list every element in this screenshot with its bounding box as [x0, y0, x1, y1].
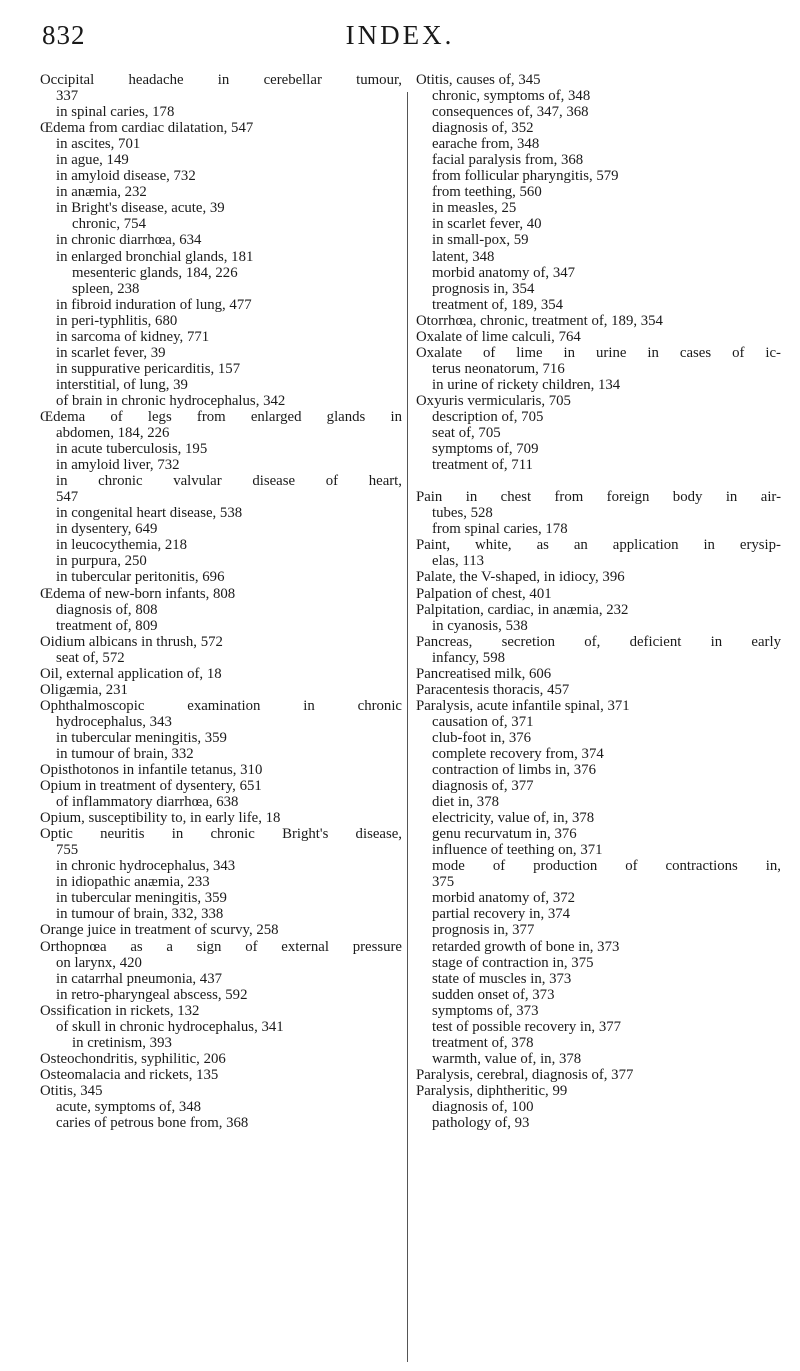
index-subentry: diagnosis of, 352: [432, 120, 534, 137]
index-subentry: causation of, 371: [432, 713, 534, 730]
index-subentry: in acute tuberculosis, 195: [56, 441, 208, 458]
index-entry: Optic neuritis in chronic Bright's disease,: [40, 826, 402, 843]
index-subentry: earache from, 348: [432, 136, 540, 153]
index-subentry: acute, symptoms of, 348: [56, 1099, 202, 1115]
index-entry: Paralysis, diphtheritic, 99: [416, 1082, 568, 1099]
index-entry: Oxyuris vermicularis, 705: [416, 392, 571, 409]
index-entry: Pain in chest from foreign body in air-: [416, 489, 781, 506]
index-entry: Osteochondritis, syphilitic, 206: [40, 1050, 226, 1067]
index-subentry: in purpura, 250: [56, 553, 147, 570]
index-subentry: chronic, symptoms of, 348: [432, 88, 591, 105]
index-subentry: in tubercular meningitis, 359: [56, 890, 227, 907]
index-subentry: chronic, 754: [72, 216, 146, 233]
index-entry: Œdema of new-born infants, 808: [40, 585, 236, 602]
index-subentry: in enlarged bronchial glands, 181: [56, 248, 254, 265]
index-subentry: abdomen, 184, 226: [56, 425, 170, 442]
index-subentry: treatment of, 189, 354: [432, 296, 564, 313]
index-subentry: on larynx, 420: [56, 954, 142, 971]
index-entry: Oxalate of lime calculi, 764: [416, 328, 581, 345]
index-subentry: in tumour of brain, 332, 338: [56, 906, 224, 923]
index-subentry: caries of petrous bone from, 368: [56, 1115, 249, 1132]
index-subentry: in leucocythemia, 218: [56, 537, 188, 554]
index-subentry: from spinal caries, 178: [432, 521, 568, 538]
index-subentry: in chronic diarrhœa, 634: [56, 232, 202, 249]
index-entry: Paralysis, cerebral, diagnosis of, 377: [416, 1066, 634, 1083]
index-entry: Oidium albicans in thrush, 572: [40, 633, 223, 650]
index-subentry: in tumour of brain, 332: [56, 745, 194, 762]
index-subentry: in chronic hydrocephalus, 343: [56, 858, 236, 875]
index-subentry: in ascites, 701: [56, 136, 141, 153]
index-subentry: latent, 348: [432, 248, 495, 265]
index-subentry: in cyanosis, 538: [432, 617, 528, 634]
index-subentry: in suppurative pericarditis, 157: [56, 360, 241, 377]
index-entry: Osteomalacia and rickets, 135: [40, 1066, 219, 1083]
index-subentry: contraction of limbs in, 376: [432, 762, 596, 779]
index-subentry: tubes, 528: [432, 505, 493, 522]
index-subentry: in scarlet fever, 39: [56, 344, 166, 361]
index-subentry: in dysentery, 649: [56, 521, 158, 538]
index-subentry: in chronic valvular disease of heart,: [56, 473, 402, 490]
index-subentry: symptoms of, 709: [432, 441, 539, 458]
index-subentry: in sarcoma of kidney, 771: [56, 328, 210, 345]
index-subentry: of brain in chronic hydrocephalus, 342: [56, 392, 286, 409]
index-subentry: from follicular pharyngitis, 579: [432, 168, 619, 185]
column-divider: [407, 92, 408, 1362]
page-number: 832: [42, 20, 86, 50]
index-entry: Otitis, causes of, 345: [416, 72, 541, 88]
index-subentry: electricity, value of, in, 378: [432, 810, 595, 827]
index-subentry: diagnosis of, 377: [432, 778, 534, 795]
index-subentry: in amyloid disease, 732: [56, 168, 196, 185]
index-entry: Ophthalmoscopic examination in chronic: [40, 697, 402, 714]
page-header: [0, 20, 800, 54]
index-subentry: in measles, 25: [432, 200, 517, 217]
index-subentry: 337: [56, 88, 79, 105]
index-subentry: seat of, 705: [432, 425, 501, 442]
index-entry: [416, 473, 781, 489]
index-subentry: in peri-typhlitis, 680: [56, 312, 178, 329]
index-entry: Oil, external application of, 18: [40, 665, 222, 682]
index-subentry: genu recurvatum in, 376: [432, 826, 577, 843]
index-entry: Oligæmia, 231: [40, 681, 128, 698]
index-subentry: infancy, 598: [432, 649, 506, 666]
index-subentry: 755: [56, 842, 79, 859]
index-subentry: of inflammatory diarrhœa, 638: [56, 794, 239, 811]
index-column-right: [416, 72, 781, 1131]
index-entry: Paint, white, as an application in erysip-: [416, 537, 781, 554]
index-subentry: in ague, 149: [56, 152, 129, 169]
index-subentry: in urine of rickety children, 134: [432, 376, 621, 393]
index-entry: Pancreatised milk, 606: [416, 665, 552, 682]
index-subentry: of skull in chronic hydrocephalus, 341: [56, 1018, 284, 1035]
index-subentry: in retro-pharyngeal abscess, 592: [56, 986, 248, 1003]
index-subentry: in cretinism, 393: [72, 1034, 172, 1051]
index-entry: Opium in treatment of dysentery, 651: [40, 778, 262, 795]
index-subentry: elas, 113: [432, 553, 485, 570]
index-subentry: morbid anatomy of, 372: [432, 890, 576, 907]
index-subentry: in anæmia, 232: [56, 184, 147, 201]
index-entry: Œdema from cardiac dilatation, 547: [40, 120, 254, 137]
index-subentry: test of possible recovery in, 377: [432, 1018, 622, 1035]
index-entry: Ossification in rickets, 132: [40, 1002, 200, 1019]
index-subentry: complete recovery from, 374: [432, 745, 604, 762]
index-subentry: diagnosis of, 808: [56, 601, 158, 618]
index-subentry: terus neonatorum, 716: [432, 360, 565, 377]
index-subentry: hydrocephalus, 343: [56, 713, 172, 730]
index-entry: Occipital headache in cerebellar tumour,: [40, 72, 402, 88]
index-subentry: stage of contraction in, 375: [432, 954, 594, 971]
index-subentry: partial recovery in, 374: [432, 906, 571, 923]
index-subentry: influence of teething on, 371: [432, 842, 603, 859]
index-subentry: state of muscles in, 373: [432, 970, 572, 987]
index-subentry: from teething, 560: [432, 184, 542, 201]
index-subentry: in catarrhal pneumonia, 437: [56, 970, 222, 987]
index-subentry: diet in, 378: [432, 794, 499, 811]
index-subentry: in tubercular meningitis, 359: [56, 729, 227, 746]
index-subentry: in scarlet fever, 40: [432, 216, 542, 233]
index-subentry: prognosis in, 354: [432, 280, 535, 297]
index-subentry: in Bright's disease, acute, 39: [56, 200, 225, 217]
index-entry: Palate, the V-shaped, in idiocy, 396: [416, 569, 625, 586]
index-subentry: in tubercular peritonitis, 696: [56, 569, 225, 586]
index-subentry: consequences of, 347, 368: [432, 104, 589, 121]
index-entry: Oxalate of lime in urine in cases of ic-: [416, 344, 781, 361]
index-subentry: spleen, 238: [72, 280, 140, 297]
index-subentry: in spinal caries, 178: [56, 104, 175, 121]
index-subentry: in small-pox, 59: [432, 232, 529, 249]
index-entry: Opisthotonos in infantile tetanus, 310: [40, 762, 263, 779]
index-subentry: mode of production of contractions in,: [432, 858, 781, 875]
index-subentry: treatment of, 711: [432, 457, 533, 474]
index-subentry: diagnosis of, 100: [432, 1099, 534, 1115]
index-subentry: interstitial, of lung, 39: [56, 376, 188, 393]
index-subentry: 375: [432, 874, 455, 891]
index-subentry: mesenteric glands, 184, 226: [72, 264, 238, 281]
index-subentry: in congenital heart disease, 538: [56, 505, 243, 522]
index-subentry: treatment of, 809: [56, 617, 158, 634]
index-entry: Opium, susceptibility to, in early life, 18: [40, 810, 281, 827]
index-subentry: in idiopathic anæmia, 233: [56, 874, 210, 891]
index-subentry: warmth, value of, in, 378: [432, 1050, 582, 1067]
index-subentry: facial paralysis from, 368: [432, 152, 584, 169]
index-entry: Otorrhœa, chronic, treatment of, 189, 354: [416, 312, 663, 329]
index-subentry: morbid anatomy of, 347: [432, 264, 576, 281]
index-subentry: in fibroid induration of lung, 477: [56, 296, 252, 313]
index-entry: Pancreas, secretion of, deficient in early: [416, 633, 781, 650]
index-entry: Orthopnœa as a sign of external pressure: [40, 938, 402, 955]
index-subentry: in amyloid liver, 732: [56, 457, 180, 474]
index-subentry: pathology of, 93: [432, 1115, 530, 1132]
index-subentry: description of, 705: [432, 408, 544, 425]
index-subentry: seat of, 572: [56, 649, 125, 666]
index-entry: Paracentesis thoracis, 457: [416, 681, 570, 698]
index-subentry: prognosis in, 377: [432, 922, 535, 939]
index-entry: Paralysis, acute infantile spinal, 371: [416, 697, 630, 714]
index-entry: Orange juice in treatment of scurvy, 258: [40, 922, 279, 939]
index-entry: Œdema of legs from enlarged glands in: [40, 408, 402, 425]
index-subentry: sudden onset of, 373: [432, 986, 555, 1003]
index-subentry: 547: [56, 489, 79, 506]
index-subentry: treatment of, 378: [432, 1034, 534, 1051]
index-subentry: symptoms of, 373: [432, 1002, 539, 1019]
index-subentry: retarded growth of bone in, 373: [432, 938, 620, 955]
index-column-left: [40, 72, 402, 1131]
page-title: INDEX.: [345, 20, 455, 50]
index-entry: Palpitation, cardiac, in anæmia, 232: [416, 601, 629, 618]
index-subentry: club-foot in, 376: [432, 729, 532, 746]
index-entry: Otitis, 345: [40, 1082, 103, 1099]
index-entry: Palpation of chest, 401: [416, 585, 552, 602]
